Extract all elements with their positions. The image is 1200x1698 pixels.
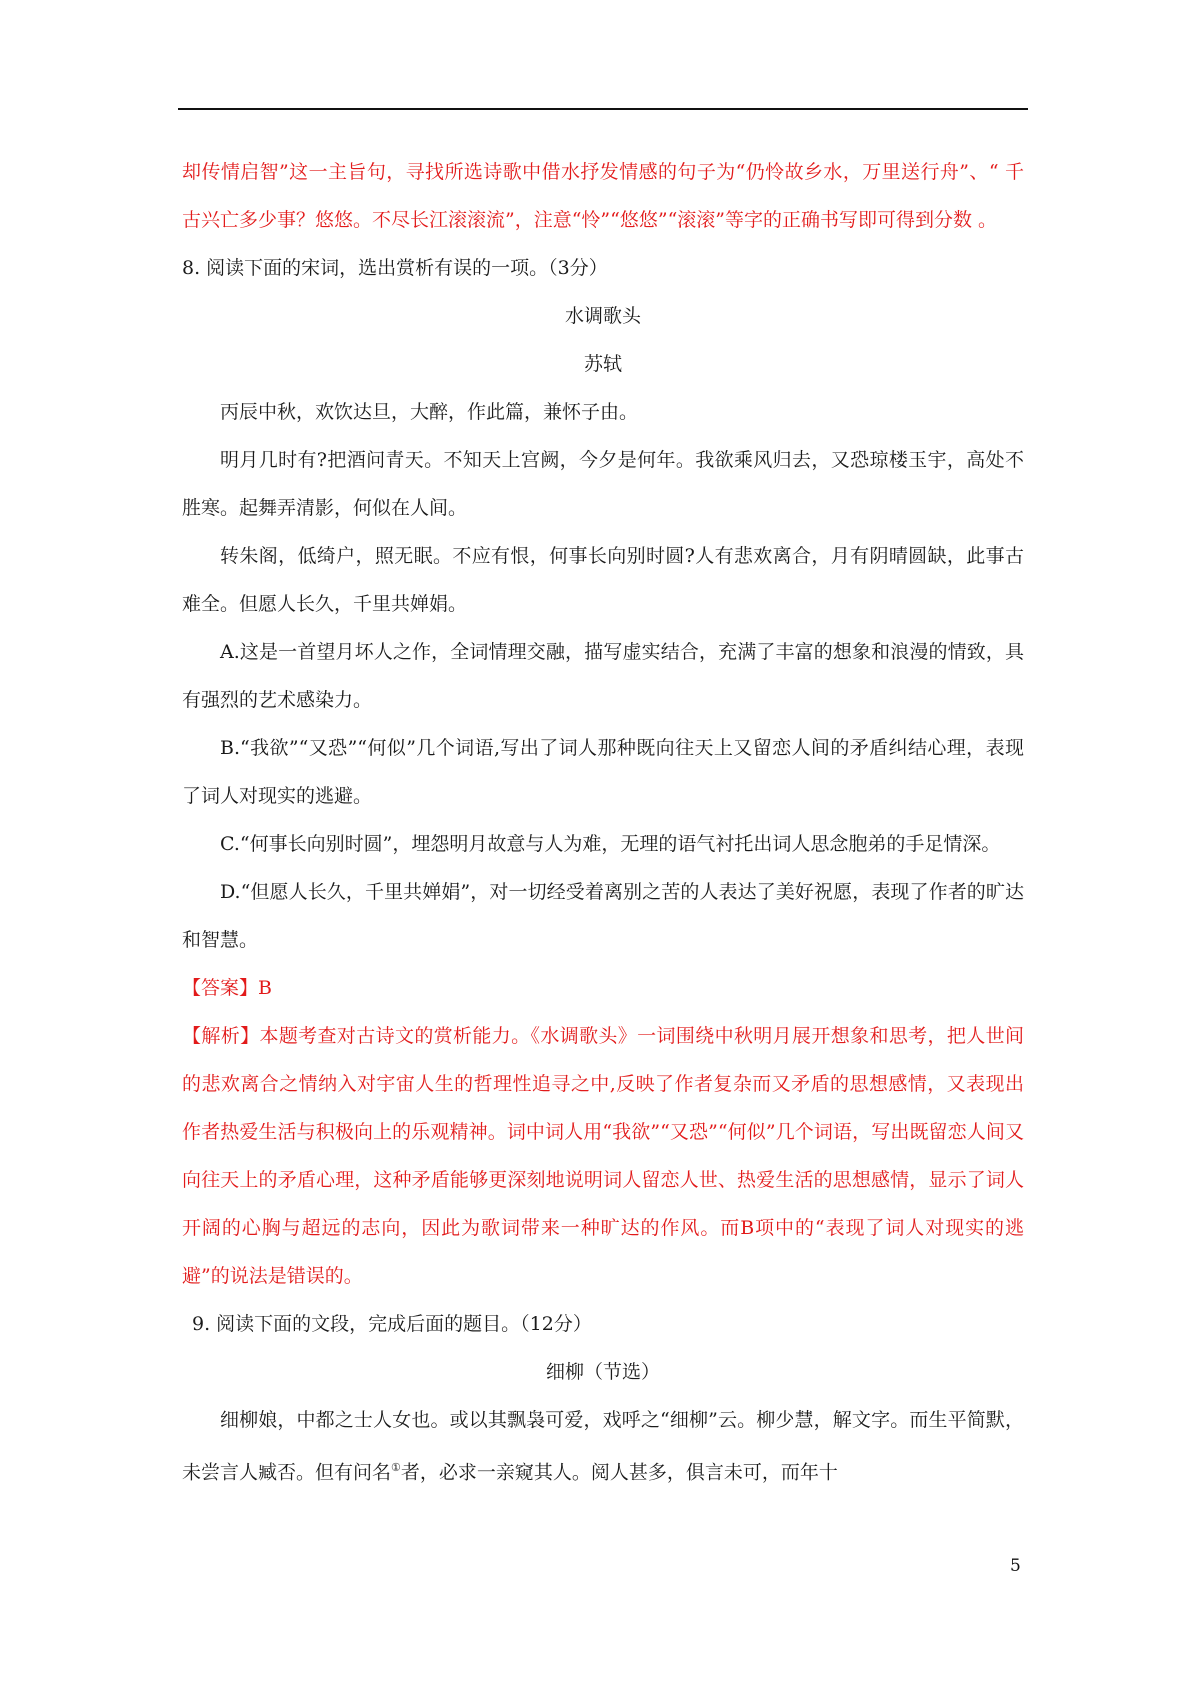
footnote-marker: ① — [391, 1461, 401, 1474]
header-rule — [178, 108, 1028, 110]
passage-text-after-note: 者，必求一亲窥其人。阅人甚多，俱言未可，而年十 — [400, 1461, 838, 1484]
answer-line — [182, 964, 1024, 1012]
passage-text-before-note: 细柳娘，中都之士人女也。或以其飘袅可爱，戏呼之“细柳”云。柳少慧，解文字。而生平简默，未尝言人臧否。但有问名 — [182, 1409, 1024, 1484]
option-a: A.这是一首望月坏人之作，全词情理交融，描写虚实结合，充满了丰富的想象和浪漫的情致，具有强烈的艺术感染力。 — [182, 641, 1024, 711]
poem-preface: 丙辰中秋，欢饮达旦，大醉，作此篇，兼怀子由。 — [220, 401, 639, 423]
answer-label: 【答案】 — [182, 977, 259, 999]
analysis-paragraph — [182, 1012, 1024, 1300]
passage-paragraph — [182, 1396, 1024, 1496]
question-9-stem: 9. 阅读下面的文段，完成后面的题目。（12分） — [192, 1313, 592, 1335]
analysis-text: 本题考查对古诗文的赏析能力。《水调歌头》一词围绕中秋明月展开想象和思考，把人世间的悲欢离合之情纳入对宇宙人生的哲理性追寻之中,反映了作者复杂而又矛盾的思想感情，又表现出作者热爱生活与积极向上的乐观精神。词中词人用“我欲”“又恐”“何似”几个词语，写出既留恋人间又向往天上的矛盾心理，这种矛盾能够更深刻地说明词人留恋人世、热爱生活的思想感情，显示了词人开阔的心胸与超远的志向，因此为歌词带来一种旷达的作风。而B项中的“表现了词人对现实的逃避”的说法是错误的。 — [182, 1025, 1024, 1287]
option-b: B.“我欲”“又恐”“何似”几个词语,写出了词人那种既向往天上又留恋人间的矛盾纠结心理，表现了词人对现实的逃避。 — [182, 737, 1024, 807]
answer-value: B — [258, 977, 272, 999]
question-8-stem: 8. 阅读下面的宋词，选出赏析有误的一项。（3分） — [182, 257, 608, 279]
page-number: 5 — [1010, 1556, 1021, 1576]
page-content — [182, 148, 1024, 1496]
option-d: D.“但愿人长久，千里共婵娟”，对一切经受着离别之苦的人表达了美好祝愿，表现了作者的旷达和智慧。 — [182, 881, 1024, 951]
passage-title: 细柳（节选） — [545, 1361, 660, 1383]
poem-stanza-1: 明月几时有?把酒问青天。不知天上宫阙，今夕是何年。我欲乘风归去，又恐琼楼玉宇，高处不胜寒。起舞弄清影，何似在人间。 — [182, 449, 1024, 519]
poem-title: 水调歌头 — [564, 305, 641, 327]
option-c: C.“何事长向别时圆”，埋怨明月故意与人为难，无理的语气衬托出词人思念胞弟的手足情深。 — [220, 833, 1001, 855]
poem-stanza-2: 转朱阁，低绮户，照无眠。不应有恨，何事长向别时圆?人有悲欢离合，月有阴晴圆缺，此事古难全。但愿人长久，千里共婵娟。 — [182, 545, 1024, 615]
previous-answer-continuation: 却传情启智”这一主旨句，寻找所选诗歌中借水抒发情感的句子为“仍怜故乡水，万里送行舟”、“ 千古兴亡多少事？悠悠。不尽长江滚滚流”，注意“怜”“悠悠”“滚滚”等字的正确书写即可得到分数 。 — [182, 161, 1024, 231]
poem-author: 苏轼 — [583, 353, 622, 375]
analysis-label: 【解析】 — [182, 1025, 260, 1047]
